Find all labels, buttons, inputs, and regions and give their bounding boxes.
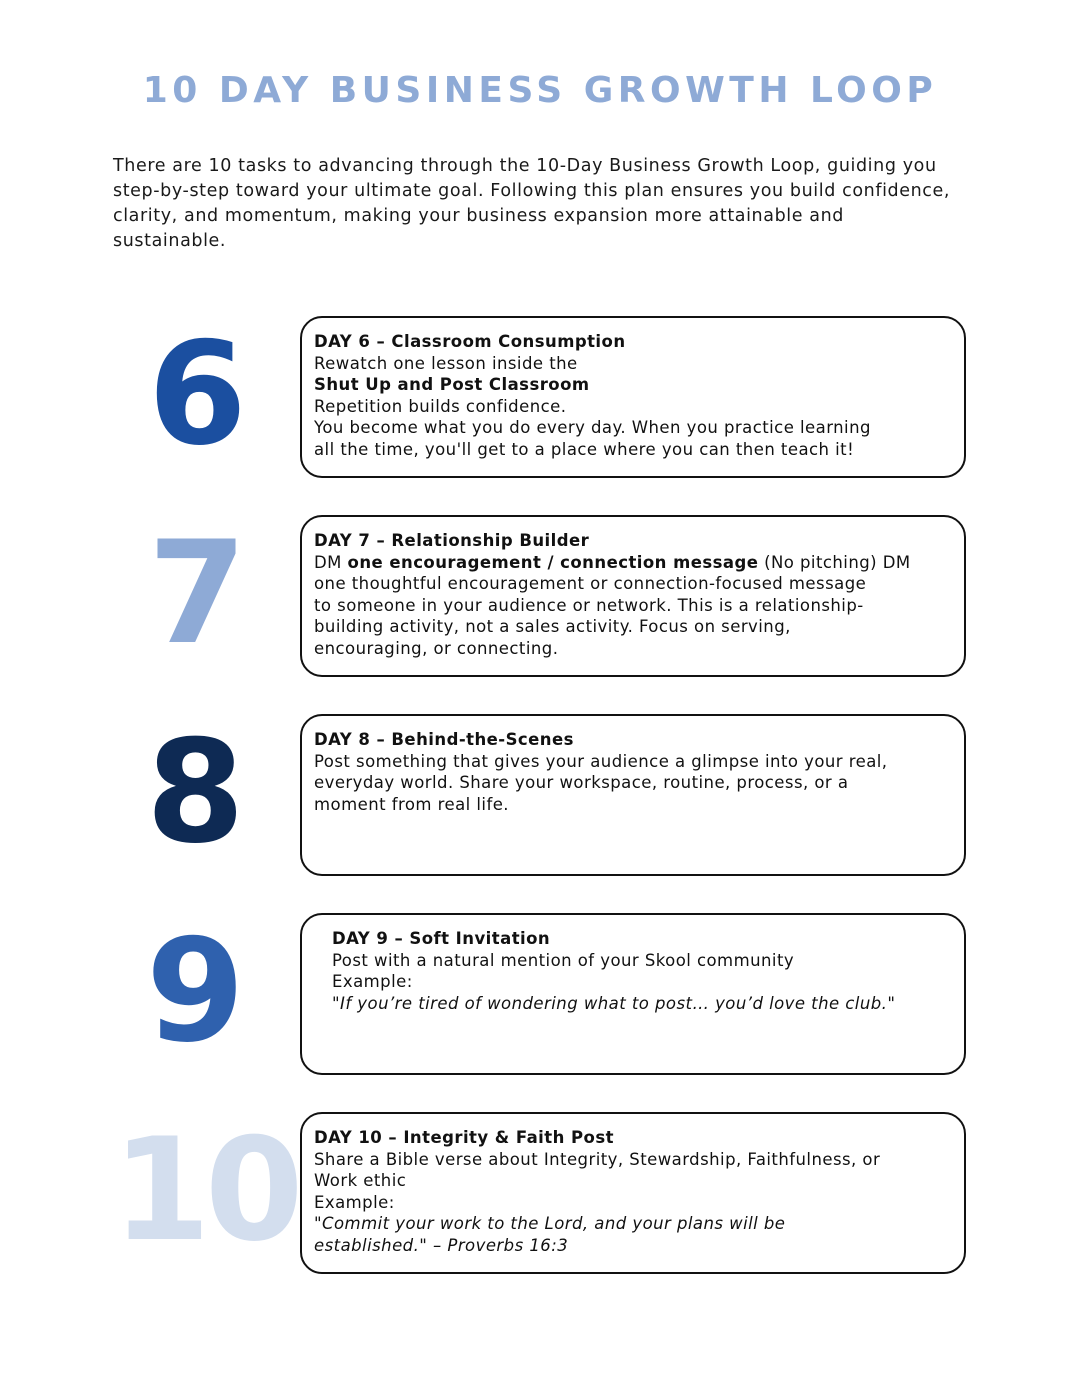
- day-6-line-3: Repetition builds confidence.: [314, 396, 567, 416]
- day-10-quote-line-2: established." – Proverbs 16:3: [314, 1235, 569, 1255]
- day-6-numeral: 6: [148, 312, 243, 477]
- day-7-section: [0, 511, 1080, 677]
- day-6-section: [0, 312, 1080, 478]
- day-8-card: [300, 714, 966, 876]
- day-10-line-2: Work ethic: [314, 1171, 407, 1190]
- day-7-numeral: 7: [148, 511, 243, 676]
- day-7-heading: DAY 7 – Relationship Builder: [314, 531, 590, 550]
- day-9-quote: "If you’re tired of wondering what to post… you’d love the club.": [332, 993, 896, 1013]
- day-7-lead-prefix: DM: [314, 552, 348, 572]
- day-10-line-3: Example:: [314, 1192, 395, 1212]
- day-8-section: [0, 710, 1080, 876]
- day-10-line-1: Share a Bible verse about Integrity, Stewardship, Faithfulness, or: [314, 1149, 881, 1169]
- day-7-line-3: building activity, not a sales activity. Focus on serving,: [314, 617, 791, 636]
- day-6-heading: DAY 6 – Classroom Consumption: [314, 332, 626, 351]
- day-9-line-2: Example:: [332, 972, 413, 991]
- day-9-heading: DAY 9 – Soft Invitation: [332, 929, 551, 948]
- day-6-card: [300, 316, 966, 478]
- day-7-lead-suffix: (No pitching) DM: [758, 552, 911, 572]
- day-10-numeral: 10: [112, 1108, 298, 1273]
- day-7-lead-bold: one encouragement / connection message: [347, 552, 759, 572]
- day-6-line-4: You become what you do every day. When you practice learning: [314, 418, 871, 437]
- day-7-line-2: to someone in your audience or network. This is a relationship-: [314, 595, 864, 615]
- day-9-section: [0, 909, 1080, 1075]
- intro-paragraph: There are 10 tasks to advancing through the 10-Day Business Growth Loop, guiding you step-by-step toward your ultimate goal. Following this plan ensures you build confidence, clarity, and momentum, making your business expansion more attainable and sustainable.: [113, 156, 951, 251]
- day-6-line-1: Rewatch one lesson inside the: [314, 353, 578, 373]
- day-9-line-1: Post with a natural mention of your Skool community: [332, 950, 795, 970]
- day-8-line-1: Post something that gives your audience a glimpse into your real,: [314, 751, 888, 771]
- day-7-line-4: encouraging, or connecting.: [314, 638, 559, 658]
- day-10-quote-line-1: "Commit your work to the Lord, and your plans will be: [314, 1214, 786, 1233]
- day-10-heading: DAY 10 – Integrity & Faith Post: [314, 1128, 614, 1147]
- day-8-line-3: moment from real life.: [314, 794, 509, 814]
- day-6-line-5: all the time, you'll get to a place where you can then teach it!: [314, 439, 855, 459]
- page-title: 10 DAY BUSINESS GROWTH LOOP: [142, 70, 938, 111]
- day-9-card: [300, 913, 966, 1075]
- day-9-numeral: 9: [146, 909, 241, 1074]
- day-8-heading: DAY 8 – Behind-the-Scenes: [314, 730, 574, 749]
- day-6-line-2: Shut Up and Post Classroom: [314, 375, 590, 394]
- day-8-numeral: 8: [146, 710, 241, 875]
- day-10-card: [300, 1112, 966, 1274]
- day-7-lead-line: [314, 552, 952, 574]
- day-10-section: [0, 1108, 1080, 1274]
- day-8-line-2: everyday world. Share your workspace, routine, process, or a: [314, 773, 849, 792]
- day-7-line-1: one thoughtful encouragement or connection-focused message: [314, 574, 867, 593]
- day-7-card: [300, 515, 966, 677]
